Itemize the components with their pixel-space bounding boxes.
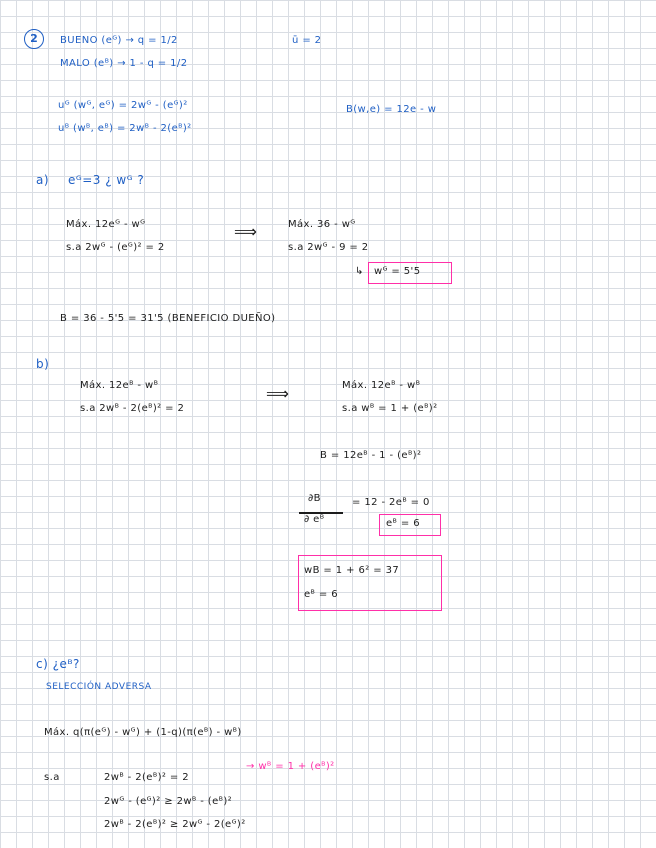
final-effort: eᴮ = 6 — [304, 589, 338, 600]
part-c-constraint-1: 2wᴮ - 2(eᴮ)² = 2 — [104, 772, 189, 783]
derivative-denominator: ∂ eᴮ — [304, 514, 325, 525]
profit-function: B(w,e) = 12e - w — [346, 104, 437, 115]
part-b-profit: B = 12eᴮ - 1 - (eᴮ)² — [320, 450, 422, 461]
part-b-max-right: Máx. 12eᴮ - wᴮ — [342, 380, 421, 391]
utility-good: uᴳ (wᴳ, eᴳ) = 2wᴳ - (eᴳ)² — [58, 100, 188, 111]
part-c-constraint-1-note: → wᴮ = 1 + (eᴮ)² — [246, 761, 335, 772]
part-b-max-left: Máx. 12eᴮ - wᴮ — [80, 380, 159, 391]
implies-arrow: ⟹ — [234, 222, 258, 241]
bad-state-line: MALO (eᴮ) → 1 - q = 1/2 — [60, 58, 188, 69]
part-c-st-label: s.a — [44, 772, 60, 783]
part-c-constraint-3: 2wᴮ - 2(eᴮ)² ≥ 2wᴳ - 2(eᴳ)² — [104, 819, 246, 830]
final-result-box — [298, 555, 442, 611]
adverse-selection-heading: SELECCIÓN ADVERSA — [46, 682, 152, 692]
part-a-max-right: Máx. 36 - wᴳ — [288, 219, 356, 230]
derivative-result: eᴮ = 6 — [386, 518, 420, 529]
derivative-numerator: ∂B — [308, 493, 321, 504]
implies-arrow: ⟹ — [266, 384, 290, 403]
part-b-st-left: s.a 2wᴮ - 2(eᴮ)² = 2 — [80, 403, 185, 414]
part-a-result: wᴳ = 5'5 — [374, 266, 421, 277]
final-wage: wB = 1 + 6² = 37 — [304, 565, 400, 576]
part-a-question: eᴳ=3 ¿ wᴳ ? — [68, 173, 145, 187]
reservation-utility: ū = 2 — [292, 35, 322, 46]
part-c-constraint-2: 2wᴳ - (eᴳ)² ≥ 2wᴮ - (eᴮ)² — [104, 796, 233, 807]
part-a-label: a) — [36, 173, 50, 187]
derivative-rest: = 12 - 2eᴮ = 0 — [352, 497, 430, 508]
part-a-st-right: s.a 2wᴳ - 9 = 2 — [288, 242, 369, 253]
part-c-objective: Máx. q(π(eᴳ) - wᴳ) + (1-q)(π(eᴮ) - wᴮ) — [44, 727, 242, 738]
part-a-profit: B = 36 - 5'5 = 31'5 (BENEFICIO DUEÑO) — [60, 313, 276, 324]
utility-bad: uᴮ (wᴮ, eᴮ) = 2wᴮ - 2(eᴮ)² — [58, 123, 192, 134]
part-c-label: c) ¿eᴮ? — [36, 657, 80, 671]
part-b-label: b) — [36, 357, 50, 371]
part-b-st-right: s.a wᴮ = 1 + (eᴮ)² — [342, 403, 438, 414]
good-state-line: BUENO (eᴳ) → q = 1/2 — [60, 35, 178, 46]
problem-number: 2 — [24, 29, 44, 49]
part-a-max-left: Máx. 12eᴳ - wᴳ — [66, 219, 146, 230]
hook-arrow: ↳ — [355, 266, 364, 277]
part-a-st-left: s.a 2wᴳ - (eᴳ)² = 2 — [66, 242, 165, 253]
